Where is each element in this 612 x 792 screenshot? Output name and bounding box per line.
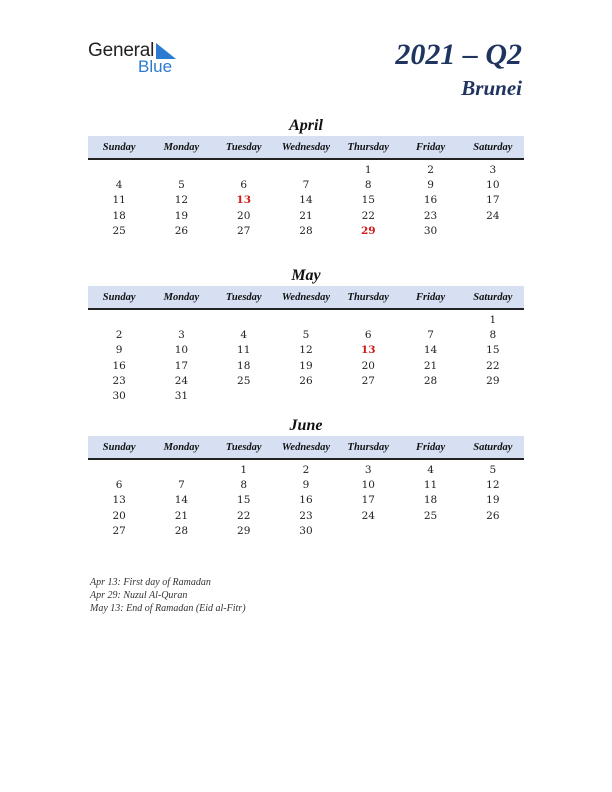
- week-row: [88, 388, 524, 403]
- day-cell: 13: [112, 494, 126, 507]
- holiday-notes: [90, 576, 246, 615]
- day-cell: 22: [361, 209, 375, 222]
- day-cell: 10: [174, 344, 189, 357]
- page-title: 2021 – Q2: [395, 38, 522, 71]
- day-cell: 27: [361, 374, 375, 387]
- day-cell: 9: [427, 178, 434, 191]
- day-cell: 30: [112, 390, 126, 403]
- day-cell: 16: [112, 359, 126, 372]
- weeks-grid: [88, 460, 524, 538]
- day-cell: 19: [174, 209, 189, 222]
- week-row: [88, 223, 524, 238]
- day-cell: 1: [240, 463, 248, 476]
- weekday-header: Thursday: [347, 141, 389, 153]
- holiday-note: May 13: End of Ramadan (Eid al-Fitr): [90, 603, 246, 614]
- holiday-note: Apr 13: First day of Ramadan: [90, 577, 211, 588]
- country-name: Brunei: [461, 76, 522, 100]
- day-cell: 1: [364, 163, 372, 176]
- day-cell: 5: [302, 328, 310, 341]
- weeks-grid: [88, 310, 524, 404]
- day-cell: 12: [174, 194, 189, 207]
- weekday-header-row: [88, 286, 524, 310]
- day-cell: 21: [174, 509, 189, 522]
- day-cell: 7: [427, 328, 434, 341]
- day-cell: 17: [174, 359, 189, 372]
- day-cell: 28: [174, 524, 189, 537]
- day-cell: 6: [240, 178, 248, 191]
- weekday-header-row: [88, 436, 524, 460]
- day-cell: 1: [489, 313, 497, 326]
- week-row: [88, 343, 524, 358]
- day-cell: 24: [174, 374, 189, 387]
- week-row: [88, 312, 524, 327]
- week-row: [88, 177, 524, 192]
- week-row: [88, 327, 524, 342]
- weekday-header: Wednesday: [281, 141, 331, 153]
- day-cell: 12: [486, 478, 500, 491]
- day-cell: 14: [174, 494, 189, 507]
- day-cell: 25: [423, 509, 438, 522]
- day-cell: 26: [174, 224, 189, 237]
- day-cell: 22: [237, 509, 251, 522]
- day-cell: 3: [178, 328, 185, 341]
- day-cell: 8: [240, 478, 248, 491]
- day-cell: 20: [237, 209, 251, 222]
- day-cell: 28: [299, 224, 313, 237]
- month-calendar-april: [88, 116, 524, 238]
- weekday-header: Monday: [163, 291, 200, 303]
- day-cell: 20: [361, 359, 375, 372]
- week-row: [88, 358, 524, 373]
- weekday-header: Saturday: [473, 141, 513, 153]
- day-cell: 21: [423, 359, 438, 372]
- day-cell: 3: [364, 463, 372, 476]
- week-row: [88, 373, 524, 388]
- day-cell: 30: [299, 524, 313, 537]
- day-cell: 10: [361, 478, 375, 491]
- day-cell: 14: [299, 194, 313, 207]
- week-row: [88, 508, 524, 523]
- day-cell: 29: [486, 374, 500, 387]
- weekday-header: Tuesday: [225, 441, 262, 453]
- day-cell: 20: [112, 509, 126, 522]
- day-cell: 28: [423, 374, 438, 387]
- holiday-note: Apr 29: Nuzul Al-Quran: [90, 590, 188, 601]
- weekday-header: Wednesday: [281, 441, 331, 453]
- logo-text-blue: Blue: [138, 57, 173, 76]
- holiday-day-cell: 29: [360, 224, 376, 237]
- day-cell: 8: [364, 178, 372, 191]
- day-cell: 16: [299, 494, 313, 507]
- day-cell: 18: [237, 359, 251, 372]
- week-row: [88, 208, 524, 223]
- weekday-header: Saturday: [473, 441, 513, 453]
- month-name: May: [291, 267, 321, 284]
- weekday-header: Saturday: [473, 291, 513, 303]
- day-cell: 4: [427, 463, 434, 476]
- day-cell: 11: [112, 194, 126, 207]
- day-cell: 9: [115, 344, 123, 357]
- day-cell: 6: [364, 328, 372, 341]
- day-cell: 25: [237, 374, 251, 387]
- day-cell: 8: [489, 328, 497, 341]
- holiday-day-cell: 13: [236, 194, 252, 207]
- day-cell: 10: [486, 178, 500, 191]
- week-row: [88, 462, 524, 477]
- weekday-header: Sunday: [102, 291, 136, 303]
- day-cell: 29: [237, 524, 251, 537]
- day-cell: 26: [486, 509, 500, 522]
- day-cell: 22: [486, 359, 500, 372]
- month-name: June: [289, 417, 323, 434]
- weeks-grid: [88, 160, 524, 238]
- weekday-header: Tuesday: [225, 141, 262, 153]
- day-cell: 4: [240, 328, 248, 341]
- day-cell: 3: [489, 163, 497, 176]
- weekday-header: Monday: [163, 441, 200, 453]
- weekday-header: Friday: [415, 441, 446, 453]
- logo-text-general: General: [88, 40, 155, 61]
- weekday-header: Friday: [415, 291, 446, 303]
- week-row: [88, 193, 524, 208]
- day-cell: 7: [178, 478, 185, 491]
- day-cell: 2: [427, 163, 434, 176]
- month-calendar-may: [88, 266, 524, 404]
- day-cell: 17: [486, 194, 500, 207]
- day-cell: 25: [112, 224, 126, 237]
- day-cell: 16: [423, 194, 438, 207]
- weekday-header: Wednesday: [281, 291, 331, 303]
- holiday-day-cell: 13: [360, 344, 376, 357]
- day-cell: 11: [237, 344, 251, 357]
- week-row: [88, 523, 524, 538]
- day-cell: 24: [361, 509, 375, 522]
- day-cell: 23: [112, 374, 126, 387]
- day-cell: 15: [486, 344, 500, 357]
- day-cell: 19: [486, 494, 500, 507]
- day-cell: 31: [174, 390, 189, 403]
- day-cell: 11: [423, 478, 438, 491]
- day-cell: 17: [361, 494, 375, 507]
- day-cell: 5: [489, 463, 497, 476]
- day-cell: 7: [302, 178, 310, 191]
- day-cell: 5: [178, 178, 185, 191]
- week-row: [88, 493, 524, 508]
- day-cell: 12: [299, 344, 313, 357]
- month-name: April: [289, 117, 323, 134]
- weekday-header: Thursday: [347, 441, 389, 453]
- day-cell: 18: [423, 494, 438, 507]
- day-cell: 18: [112, 209, 126, 222]
- day-cell: 4: [115, 178, 123, 191]
- weekday-header: Sunday: [102, 141, 136, 153]
- day-cell: 21: [299, 209, 313, 222]
- weekday-header: Sunday: [102, 441, 136, 453]
- day-cell: 15: [361, 194, 375, 207]
- day-cell: 30: [423, 224, 438, 237]
- day-cell: 27: [237, 224, 251, 237]
- generalblue-logo: [88, 40, 188, 80]
- day-cell: 27: [112, 524, 126, 537]
- weekday-header: Monday: [163, 141, 200, 153]
- weekday-header: Thursday: [347, 291, 389, 303]
- month-calendar-june: [88, 416, 524, 538]
- day-cell: 9: [302, 478, 310, 491]
- weekday-header: Tuesday: [225, 291, 262, 303]
- day-cell: 14: [423, 344, 438, 357]
- day-cell: 23: [299, 509, 313, 522]
- day-cell: 2: [302, 463, 310, 476]
- day-cell: 26: [299, 374, 313, 387]
- day-cell: 15: [237, 494, 251, 507]
- week-row: [88, 162, 524, 177]
- day-cell: 24: [486, 209, 500, 222]
- week-row: [88, 477, 524, 492]
- day-cell: 2: [115, 328, 123, 341]
- weekday-header-row: [88, 136, 524, 160]
- weekday-header: Friday: [415, 141, 446, 153]
- day-cell: 23: [423, 209, 438, 222]
- day-cell: 19: [299, 359, 313, 372]
- day-cell: 6: [115, 478, 123, 491]
